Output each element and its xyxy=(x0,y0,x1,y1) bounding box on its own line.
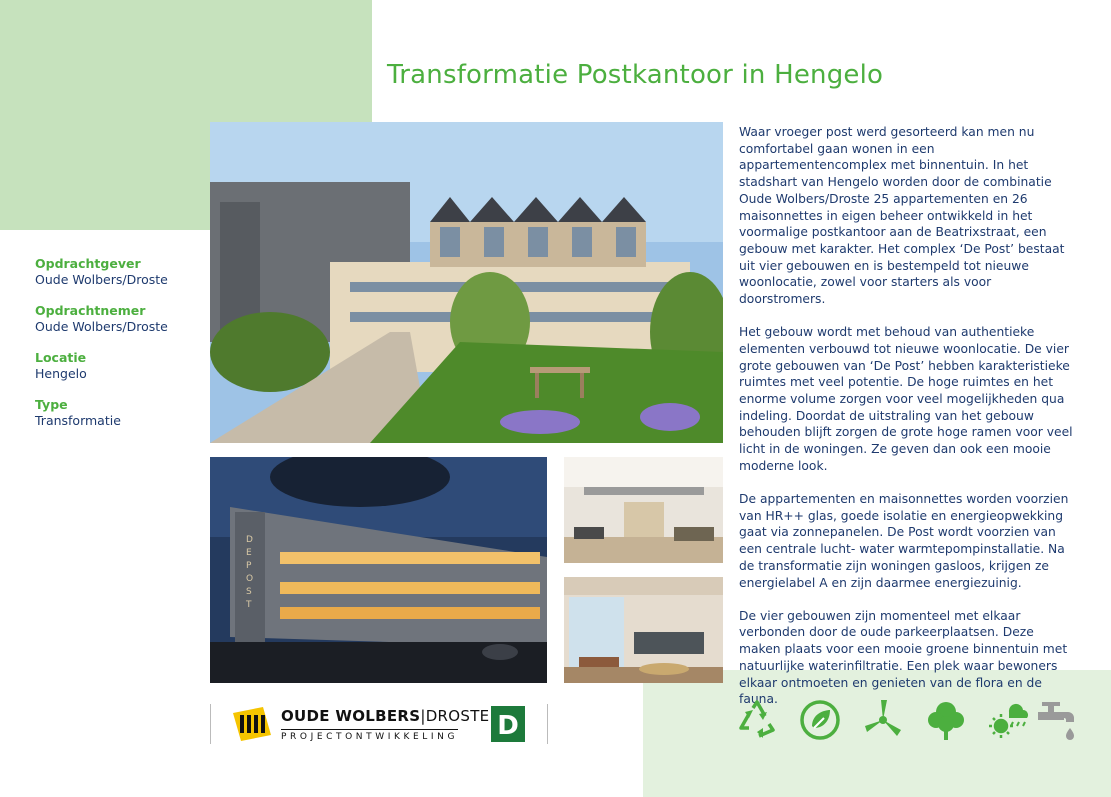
meta-client xyxy=(35,256,205,288)
logo-name-right: DROSTE xyxy=(425,707,490,725)
wind-turbine-icon xyxy=(861,698,905,742)
company-logo xyxy=(210,704,548,744)
paragraph: Het gebouw wordt met behoud van authentieke elementen verbouwd tot nieuwe woonlocatie. De vier grote gebouwen van ‘De Post’ hebben karakteristieke ruimtes met veel potentie. De hoge ruimtes en het enorme volume zorgen voor veel mogelijkheden qua indeling. Doordat de uitstraling van het gebouw behouden blijft zorgen de grote hoge ramen voor veel licht in de woningen. Ze geven dan ook een mooie moderne look. xyxy=(739,325,1073,473)
project-description xyxy=(739,124,1079,725)
eco-plug-icon xyxy=(798,698,842,742)
meta-label: Opdrachtgever xyxy=(35,256,141,271)
meta-location xyxy=(35,350,205,382)
meta-type xyxy=(35,397,205,429)
sun-rain-icon xyxy=(987,698,1031,742)
meta-value: Hengelo xyxy=(35,366,87,381)
logo-name: OUDE WOLBERS|DROSTE xyxy=(281,707,490,725)
meta-value: Oude Wolbers/Droste xyxy=(35,272,168,287)
ow-logo-mark-icon xyxy=(233,707,271,741)
project-meta xyxy=(35,256,205,444)
paragraph: De appartementen en maisonnettes worden voorzien van HR++ glas, goede isolatie en energieopwekking gaat via zonnepanelen. De Post wordt voorzien van een centrale lucht- water warmtepompinstallatie. Na de transformatie zijn woningen gasloos, krijgen ze energielabel A en zijn daarmee energiezuinig. xyxy=(739,492,1069,590)
paragraph: De vier gebouwen zijn momenteel met elkaar verbonden door de oude parkeerplaatsen. Deze maken plaats voor een mooie groene binnentuin met natuurlijke waterinfiltratie. Een plek waar bewoners elkaar ontmoeten en genieten van de flora en de fauna. xyxy=(739,608,1068,707)
paragraph: Waar vroeger post werd gesorteerd kan men nu comfortabel gaan wonen in een appartementencomplex met binnentuin. In het stadshart van Hengelo worden door de combinatie Oude Wolbers/Droste 25 appartementen en 26 maisonnettes in eigen beheer ontwikkeld in het voormalige postkantoor aan de Beatrixstraat, een gebouw met karakter. Het complex ‘De Post’ bestaat uit vier gebouwen en is bestempeld tot nieuwe woonlocatie, zowel voor starters als voor doorstromers. xyxy=(739,125,1065,307)
meta-value: Oude Wolbers/Droste xyxy=(35,319,168,334)
tree-icon xyxy=(924,698,968,742)
water-tap-icon xyxy=(1036,698,1080,742)
recycle-icon xyxy=(735,698,779,742)
badge-letter: D xyxy=(497,711,519,741)
logo-name-left: OUDE WOLBERS xyxy=(281,707,421,725)
droste-d-badge-icon xyxy=(491,706,525,742)
interior-photo-living xyxy=(564,577,723,683)
page-title: Transformatie Postkantoor in Hengelo xyxy=(387,60,884,90)
meta-value: Transformatie xyxy=(35,413,121,428)
facade-sign-text: D E P O S T xyxy=(246,535,254,610)
meta-contractor xyxy=(35,303,205,335)
courtyard-photo xyxy=(210,122,723,443)
meta-label: Type xyxy=(35,397,68,412)
meta-label: Locatie xyxy=(35,350,87,365)
logo-subtitle: PROJECTONTWIKKELING xyxy=(281,729,458,742)
meta-label: Opdrachtnemer xyxy=(35,303,146,318)
interior-photo-loft xyxy=(564,457,723,563)
facade-photo xyxy=(210,457,547,683)
sustainability-icons xyxy=(735,698,1080,748)
